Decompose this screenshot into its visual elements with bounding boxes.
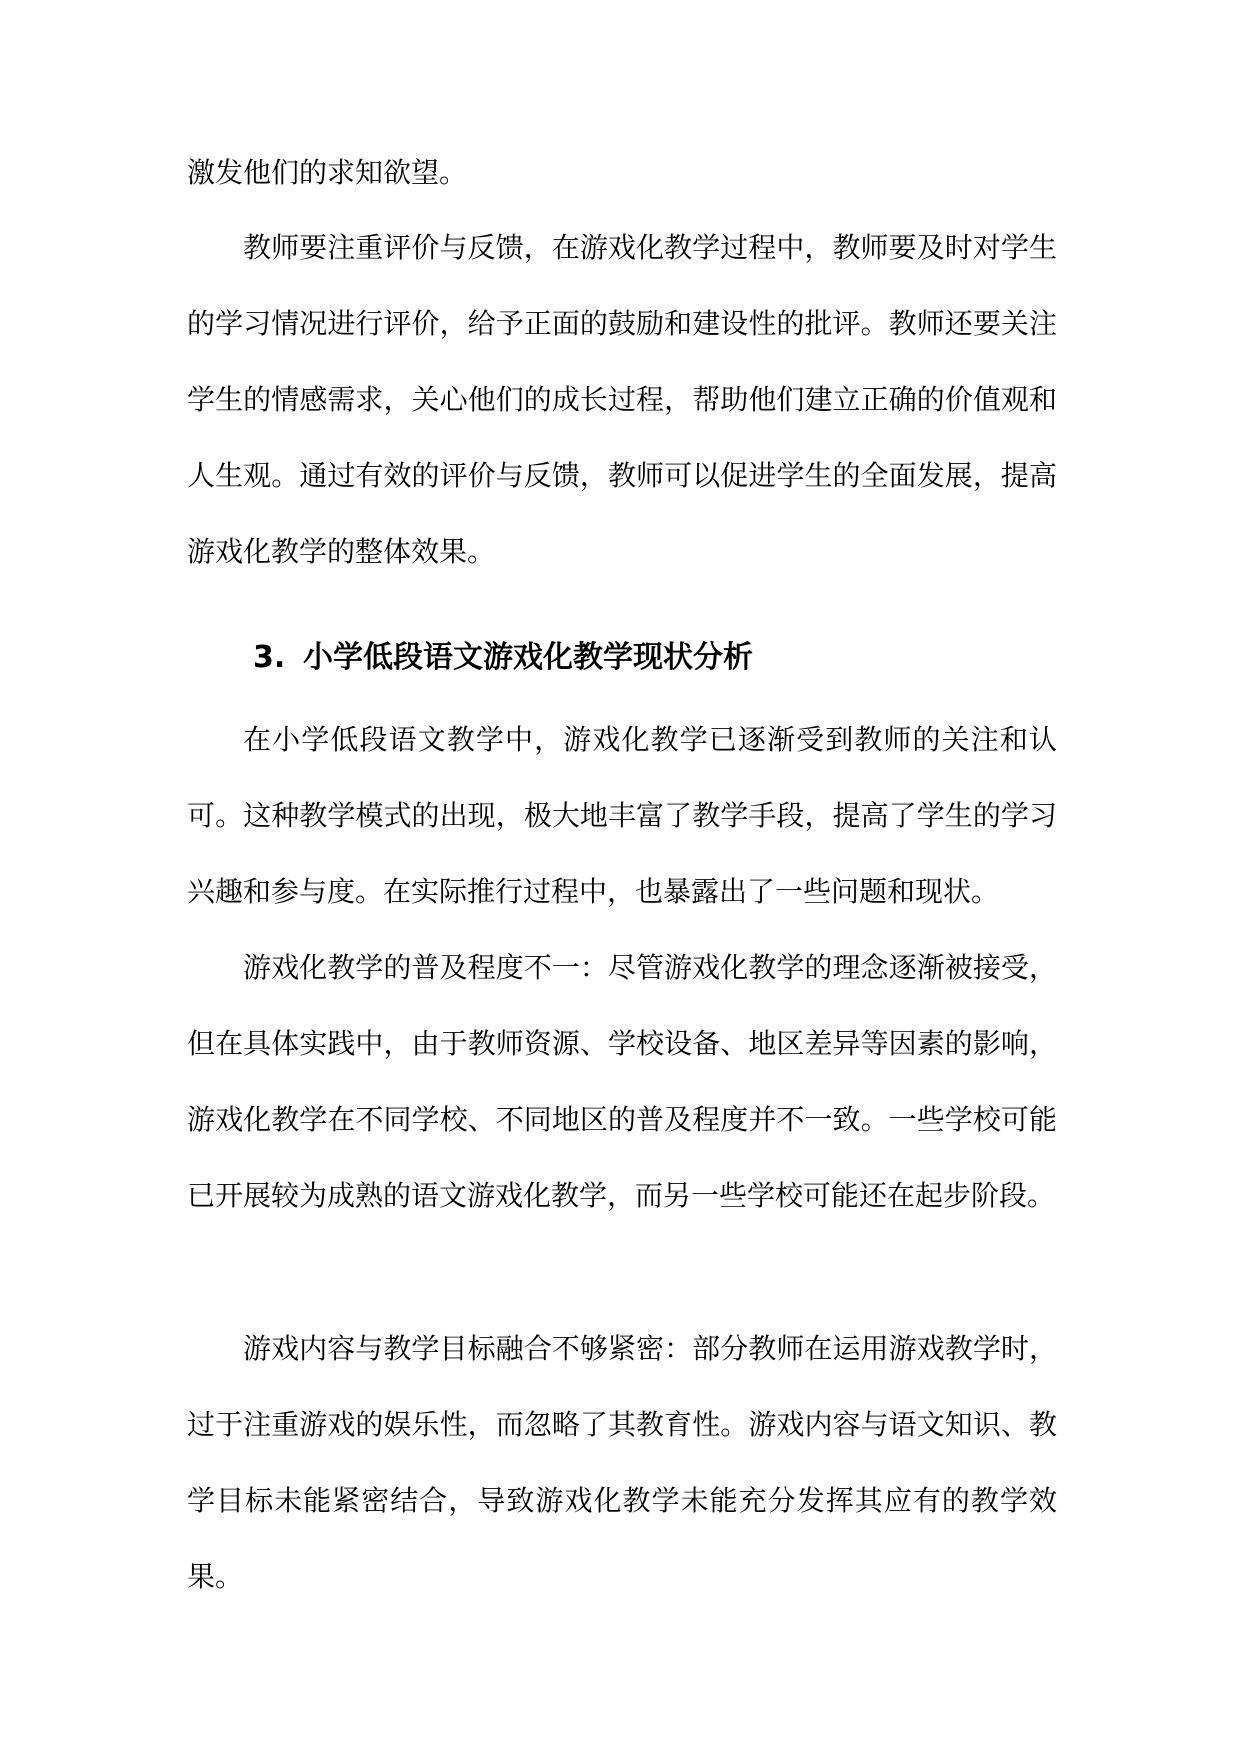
paragraph-evaluation-feedback: 教师要注重评价与反馈，在游戏化教学过程中，教师要及时对学生的学习情况进行评价，给予正面的鼓励和建设性的批评。教师还要关注学生的情感需求，关心他们的成长过程，帮助他们建立正确的价值观和人生观。通过有效的评价与反馈，教师可以促进学生的全面发展，提高游戏化教学的整体效果。 — [187, 231, 1057, 568]
section-title: 小学低段语文游戏化教学现状分析 — [303, 640, 753, 675]
section-heading — [253, 626, 753, 690]
section-number: 3. — [253, 640, 286, 675]
paragraph-integration: 游戏内容与教学目标融合不够紧密：部分教师在运用游戏教学时，过于注重游戏的娱乐性，而忽略了其教育性。游戏内容与语文知识、教学目标未能紧密结合，导致游戏化教学未能充分发挥其应有的教学效果。 — [187, 1332, 1057, 1593]
paragraph-continuation: 激发他们的求知欲望。 — [187, 156, 468, 189]
paragraph-popularity: 游戏化教学的普及程度不一：尽管游戏化教学的理念逐渐被接受，但在具体实践中，由于教师资源、学校设备、地区差异等因素的影响，游戏化教学在不同学校、不同地区的普及程度并不一致。一些学校可能已开展较为成熟的语文游戏化教学，而另一些学校可能还在起步阶段。 — [187, 951, 1057, 1212]
paragraph-intro: 在小学低段语文教学中，游戏化教学已逐渐受到教师的关注和认可。这种教学模式的出现，极大地丰富了教学手段，提高了学生的学习兴趣和参与度。在实际推行过程中，也暴露出了一些问题和现状。 — [187, 723, 1057, 908]
